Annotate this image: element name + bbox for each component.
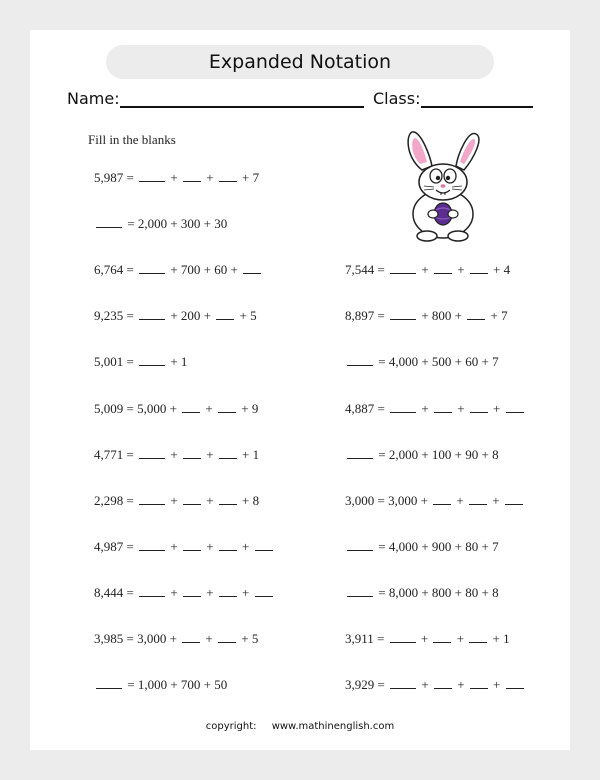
problem-text: + bbox=[418, 400, 432, 416]
problem-item bbox=[94, 262, 263, 278]
answer-blank[interactable] bbox=[390, 678, 416, 689]
answer-blank[interactable] bbox=[139, 263, 165, 274]
problem-text: = 1,000 + 700 + 50 bbox=[124, 677, 228, 693]
problem-text: 4,771 = bbox=[94, 446, 138, 462]
problem-text: + 800 + bbox=[418, 308, 466, 324]
problem-item bbox=[345, 354, 499, 370]
problem-item bbox=[345, 262, 510, 278]
problem-text: 5,001 = bbox=[94, 354, 138, 370]
problem-text: 8,897 = bbox=[345, 308, 389, 324]
answer-blank[interactable] bbox=[183, 494, 201, 505]
answer-blank[interactable] bbox=[219, 171, 237, 182]
problem-text: + 5 bbox=[238, 631, 259, 646]
problem-text: 7,544 = bbox=[345, 262, 389, 278]
problem-text: = 4,000 + 900 + 80 + 7 bbox=[375, 538, 499, 554]
answer-blank[interactable] bbox=[390, 309, 416, 320]
problem-text: + bbox=[453, 262, 468, 278]
problem-text: 3,929 = bbox=[345, 677, 389, 693]
problem-text: 9,235 = bbox=[94, 308, 138, 324]
problem-text: + bbox=[202, 492, 217, 508]
problem-text: + bbox=[238, 584, 253, 600]
answer-blank[interactable] bbox=[505, 494, 523, 505]
answer-blank[interactable] bbox=[139, 494, 165, 505]
problem-text: + 7 bbox=[238, 170, 260, 185]
answer-blank[interactable] bbox=[218, 632, 236, 643]
problem-text: 6,764 = bbox=[94, 262, 138, 278]
class-label: Class: bbox=[373, 89, 421, 108]
problem-text: + bbox=[167, 538, 181, 554]
problem-item bbox=[94, 677, 227, 693]
answer-blank[interactable] bbox=[470, 402, 488, 413]
answer-blank[interactable] bbox=[347, 448, 373, 459]
answer-blank[interactable] bbox=[433, 632, 451, 643]
problem-text: 5,987 = bbox=[94, 170, 138, 185]
problem-text: + bbox=[489, 492, 503, 508]
answer-blank[interactable] bbox=[218, 402, 236, 413]
problem-item bbox=[94, 308, 257, 324]
problem-text: + 8 bbox=[238, 492, 260, 508]
problem-text: + 5 bbox=[236, 308, 257, 324]
answer-blank[interactable] bbox=[390, 402, 416, 413]
problem-text: + bbox=[418, 677, 432, 693]
problem-item bbox=[94, 170, 259, 186]
problem-text: + 1 bbox=[167, 354, 188, 370]
problem-text: = 2,000 + 300 + 30 bbox=[124, 216, 228, 232]
answer-blank[interactable] bbox=[139, 171, 165, 182]
problem-item bbox=[94, 354, 187, 370]
problem-item bbox=[345, 401, 526, 417]
problem-item bbox=[345, 308, 508, 324]
problem-item bbox=[345, 493, 525, 509]
problem-text: 8,444 = bbox=[94, 584, 138, 600]
footer bbox=[30, 721, 570, 732]
answer-blank[interactable] bbox=[139, 309, 165, 320]
worksheet-page bbox=[30, 30, 570, 750]
problem-text: + 1 bbox=[238, 446, 260, 462]
problem-item bbox=[345, 447, 499, 463]
answer-blank[interactable] bbox=[182, 402, 200, 413]
answer-blank[interactable] bbox=[219, 540, 237, 551]
problem-text: + 9 bbox=[238, 400, 259, 416]
problem-text: + bbox=[418, 262, 432, 278]
answer-blank[interactable] bbox=[139, 448, 165, 459]
problem-text: + bbox=[202, 631, 217, 646]
problem-text: 4,987 = bbox=[94, 538, 138, 554]
copyright-label: copyright: bbox=[205, 721, 257, 732]
problem-item bbox=[94, 401, 258, 417]
answer-blank[interactable] bbox=[183, 171, 201, 182]
problem-text: + bbox=[167, 492, 181, 508]
name-label: Name: bbox=[67, 89, 120, 108]
answer-blank[interactable] bbox=[347, 540, 373, 551]
answer-blank[interactable] bbox=[183, 586, 201, 597]
problem-text: + bbox=[453, 400, 468, 416]
problem-item bbox=[94, 631, 258, 647]
answer-blank[interactable] bbox=[469, 494, 487, 505]
problem-text: + 7 bbox=[487, 308, 508, 324]
problem-text: 3,985 = 3,000 + bbox=[94, 631, 181, 646]
answer-blank[interactable] bbox=[467, 309, 485, 320]
problem-text: = 4,000 + 500 + 60 + 7 bbox=[375, 354, 499, 370]
answer-blank[interactable] bbox=[216, 309, 234, 320]
answer-blank[interactable] bbox=[219, 448, 237, 459]
problem-item bbox=[94, 493, 259, 509]
problem-text: + bbox=[202, 538, 217, 554]
problem-text: + 200 + bbox=[167, 308, 215, 324]
answer-blank[interactable] bbox=[469, 632, 487, 643]
problem-text: + 1 bbox=[489, 631, 510, 646]
answer-blank[interactable] bbox=[255, 540, 273, 551]
problem-text: + bbox=[202, 170, 217, 185]
instructions: Fill in the blanks bbox=[88, 132, 176, 147]
problem-text: + bbox=[489, 400, 504, 416]
answer-blank[interactable] bbox=[433, 494, 451, 505]
page-title: Expanded Notation bbox=[208, 51, 392, 73]
answer-blank[interactable] bbox=[183, 448, 201, 459]
answer-blank[interactable] bbox=[219, 494, 237, 505]
answer-blank[interactable] bbox=[139, 540, 165, 551]
problem-text: + bbox=[202, 446, 217, 462]
answer-blank[interactable] bbox=[183, 540, 201, 551]
problem-item bbox=[94, 539, 275, 555]
problem-text: 3,000 = 3,000 + bbox=[345, 492, 432, 508]
problem-item bbox=[345, 631, 510, 647]
answer-blank[interactable] bbox=[390, 632, 416, 643]
problem-item bbox=[94, 216, 227, 232]
site-link[interactable]: www.mathinenglish.com bbox=[271, 721, 395, 732]
problem-text: + bbox=[202, 584, 217, 600]
answer-blank[interactable] bbox=[434, 402, 452, 413]
problem-text: 2,298 = bbox=[94, 492, 138, 508]
problem-text: 3,911 = bbox=[345, 631, 388, 646]
problem-item bbox=[345, 585, 499, 601]
problem-text: = 8,000 + 800 + 80 + 8 bbox=[375, 584, 499, 600]
problem-item bbox=[345, 539, 499, 555]
name-line[interactable] bbox=[120, 106, 364, 108]
problem-item bbox=[345, 677, 526, 693]
answer-blank[interactable] bbox=[470, 263, 488, 274]
answer-blank[interactable] bbox=[470, 678, 488, 689]
answer-blank[interactable] bbox=[182, 632, 200, 643]
answer-blank[interactable] bbox=[506, 678, 524, 689]
problem-text: + bbox=[167, 584, 181, 600]
problem-text: 4,887 = bbox=[345, 400, 389, 416]
answer-blank[interactable] bbox=[434, 678, 452, 689]
answer-blank[interactable] bbox=[96, 678, 122, 689]
problem-text: + bbox=[453, 492, 468, 508]
problem-text: 5,009 = 5,000 + bbox=[94, 400, 181, 416]
answer-blank[interactable] bbox=[347, 586, 373, 597]
answer-blank[interactable] bbox=[434, 263, 452, 274]
problem-text: + bbox=[167, 170, 181, 185]
answer-blank[interactable] bbox=[139, 586, 165, 597]
class-line[interactable] bbox=[421, 106, 533, 108]
problem-text: + bbox=[453, 677, 468, 693]
problem-text: + bbox=[202, 400, 217, 416]
problem-text: + bbox=[417, 631, 432, 646]
name-class-row bbox=[67, 89, 537, 113]
answer-blank[interactable] bbox=[390, 263, 416, 274]
answer-blank[interactable] bbox=[506, 402, 524, 413]
answer-blank[interactable] bbox=[243, 263, 261, 274]
answer-blank[interactable] bbox=[219, 586, 237, 597]
problem-text: + bbox=[238, 538, 253, 554]
problem-text: + bbox=[489, 677, 504, 693]
title-banner bbox=[106, 45, 494, 79]
answer-blank[interactable] bbox=[139, 355, 165, 366]
problem-text: = 2,000 + 100 + 90 + 8 bbox=[375, 446, 499, 462]
answer-blank[interactable] bbox=[255, 586, 273, 597]
problem-item bbox=[94, 447, 259, 463]
answer-blank[interactable] bbox=[347, 355, 373, 366]
bunny-holding-egg-icon bbox=[400, 126, 486, 246]
problem-text: + 4 bbox=[489, 262, 511, 278]
problem-item bbox=[94, 585, 275, 601]
problem-text: + bbox=[167, 446, 181, 462]
answer-blank[interactable] bbox=[96, 217, 122, 228]
problem-text: + 700 + 60 + bbox=[167, 262, 242, 278]
problem-text: + bbox=[453, 631, 468, 646]
